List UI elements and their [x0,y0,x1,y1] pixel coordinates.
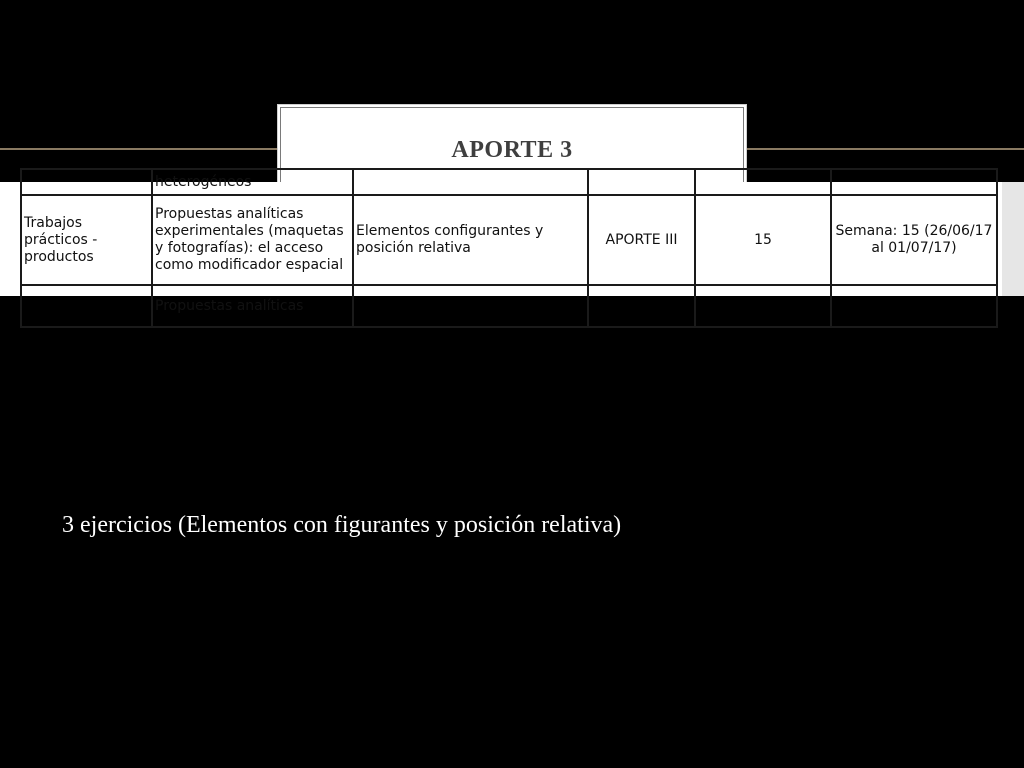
table-cell [21,169,152,195]
slide-title: APORTE 3 [451,137,573,163]
table-cell [588,285,695,327]
table-cell [695,285,831,327]
table-row [21,169,997,195]
table-cell [831,285,997,327]
table-cell: heterogéneos [152,169,353,195]
decorative-rule-right [747,148,1024,150]
evaluation-cell: APORTE III [588,195,695,285]
body-text: 3 ejercicios (Elementos con figurantes y posición relativa) [62,512,622,538]
date-cell: Semana: 15 (26/06/17 al 01/07/17) [831,195,997,285]
schedule-table [20,168,998,328]
table-cell [21,285,152,327]
table-cell: Propuestas analíticas [152,285,353,327]
table-cell [831,169,997,195]
table-row [21,195,997,285]
table-cell [695,169,831,195]
table-cell [588,169,695,195]
decorative-rule-left [0,148,278,150]
score-cell: 15 [695,195,831,285]
content-cell: Elementos configurantes y posición relativa [353,195,588,285]
description-cell: Propuestas analíticas experimentales (maquetas y fotografías): el acceso como modificador espacial [152,195,353,285]
table-row [21,285,997,327]
table-cell [353,285,588,327]
table-cell [353,169,588,195]
table-excerpt-image [0,173,1024,314]
activity-cell: Trabajos prácticos - productos [21,195,152,285]
